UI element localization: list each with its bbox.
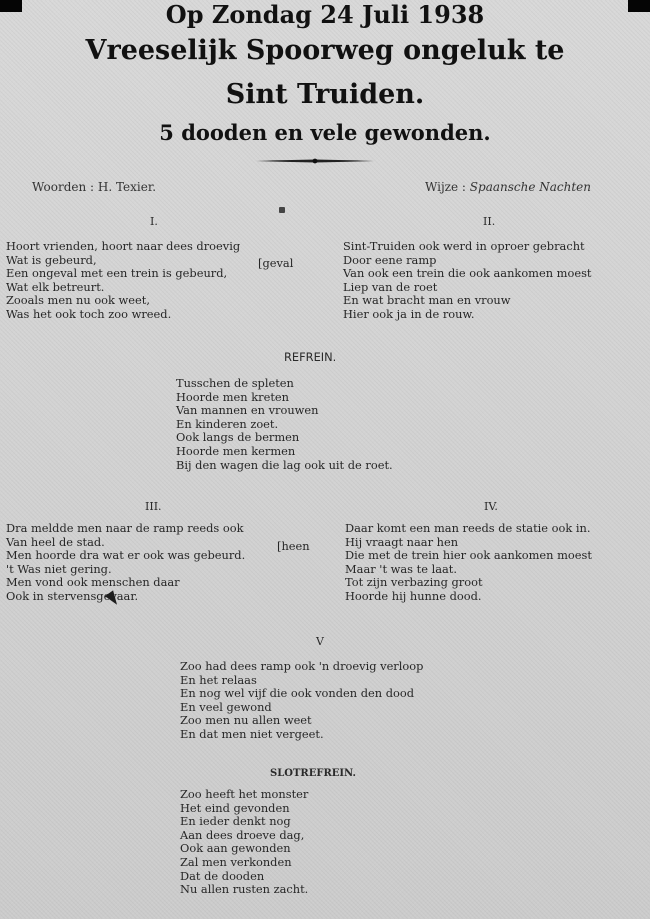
ink-speck: [279, 207, 285, 213]
tune-credit: [425, 180, 591, 194]
verse-line: Wat is gebeurd,: [6, 252, 97, 267]
verse-line: Sint-Truiden ook werd in oproer gebracht: [343, 239, 585, 253]
title-ornament-divider: [256, 158, 374, 164]
title-place-line: Sint Truiden.: [225, 79, 425, 110]
verse-line: Van ook een trein die ook aankomen moest: [343, 266, 592, 281]
tune-name: Spaansche Nachten: [469, 180, 592, 194]
verse-line: En het relaas: [180, 672, 257, 687]
verse-line: Zoo had dees ramp ook 'n droevig verloop: [180, 659, 424, 673]
final-refrain-heading: SLOTREFREIN.: [270, 768, 357, 779]
verse-line: Hij vraagt naar hen: [345, 534, 459, 549]
verse-line: Zoo heeft het monster: [180, 787, 309, 801]
verse-line: Aan dees droeve dag,: [180, 827, 305, 842]
verse-2: [343, 240, 592, 322]
verse-line: Men vond ook menschen daar: [6, 575, 180, 590]
verse-3-number: III.: [145, 500, 162, 513]
verse-line: Hier ook ja in de rouw.: [343, 306, 475, 321]
verse-line: Hoorde men kreten: [176, 389, 289, 404]
verse-line: Ook langs de bermen: [176, 430, 300, 445]
verse-line: En nog wel vijf die ook vonden den dood: [180, 686, 415, 701]
verse-line: Zooals men nu ook weet,: [6, 293, 150, 308]
verse-line: Nu allen rusten zacht.: [180, 882, 309, 897]
verse-line: Hoort vrienden, hoort naar dees droevig: [6, 239, 241, 253]
verse-line: Bij den wagen die lag ook uit de roet.: [176, 457, 393, 472]
verse-1: [6, 240, 240, 322]
verse-4-number: IV.: [484, 500, 498, 513]
verse-line: Wat elk betreurt.: [6, 279, 105, 294]
verse-line: En veel gewond: [180, 699, 272, 714]
verse-line: Ook aan gewonden: [180, 841, 291, 856]
refrain: [176, 377, 393, 472]
verse-line: Tusschen de spleten: [176, 376, 294, 390]
verse-5: [180, 660, 423, 742]
verse-line: En kinderen zoet.: [176, 416, 279, 431]
verse-line: Tot zijn verbazing groot: [345, 575, 483, 590]
verse-3: [6, 522, 245, 604]
verse-4: [345, 522, 592, 604]
verse-1-number: I.: [150, 215, 158, 228]
verse-line: En wat bracht man en vrouw: [343, 293, 511, 308]
verse-line: En ieder denkt nog: [180, 814, 291, 829]
tune-label: Wijze :: [425, 180, 466, 194]
verse-line: Ook in stervensgevaar.: [6, 588, 139, 603]
verse-3-overflow: [heen: [277, 539, 310, 553]
verse-line: Hoorde hij hunne dood.: [345, 588, 482, 603]
words-credit: Woorden : H. Texier.: [32, 180, 157, 194]
verse-line: Die met de trein hier ook aankomen moest: [345, 548, 592, 563]
final-refrain: [180, 788, 308, 897]
verse-line: Hoorde men kermen: [176, 443, 296, 458]
verse-line: Maar 't was te laat.: [345, 561, 458, 576]
refrain-heading: REFREIN.: [284, 350, 337, 364]
verse-line: Dat de dooden: [180, 868, 265, 883]
title-casualties-line: 5 dooden en vele gewonden.: [159, 120, 491, 145]
verse-2-number: II.: [483, 215, 496, 228]
verse-5-number: V: [316, 635, 324, 648]
verse-line: Een ongeval met een trein is gebeurd,: [6, 266, 228, 281]
title-headline-line: Vreeselijk Spoorweg ongeluk te: [85, 35, 565, 66]
verse-line: Men hoorde dra wat er ook was gebeurd.: [6, 548, 246, 563]
title-date-line: Op Zondag 24 Juli 1938: [165, 0, 485, 29]
verse-line: Door eene ramp: [343, 252, 437, 267]
verse-line: En dat men niet vergeet.: [180, 726, 324, 741]
verse-line: Zoo men nu allen weet: [180, 713, 312, 728]
verse-line: Zal men verkonden: [180, 854, 292, 869]
verse-line: Dra meldde men naar de ramp reeds ook: [6, 521, 244, 535]
verse-line: Het eind gevonden: [180, 800, 290, 815]
verse-line: Liep van de roet: [343, 279, 438, 294]
verse-1-overflow: [geval: [258, 256, 294, 270]
verse-line: Van heel de stad.: [6, 534, 105, 549]
verse-line: 't Was niet gering.: [6, 561, 112, 576]
verse-line: Daar komt een man reeds de statie ook in.: [345, 521, 591, 535]
verse-line: Van mannen en vrouwen: [176, 403, 319, 418]
verse-line: Was het ook toch zoo wreed.: [6, 306, 172, 321]
